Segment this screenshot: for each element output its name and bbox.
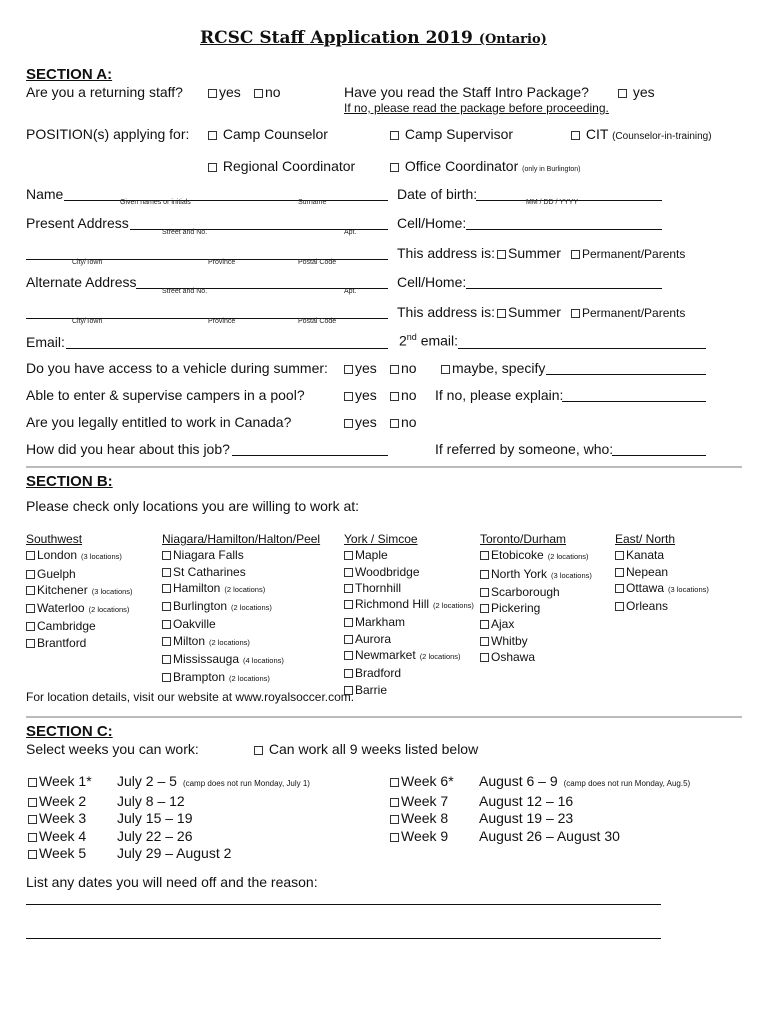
alt-postal-caption: Postal Code [298,318,337,325]
pool-yes[interactable] [344,387,377,403]
location-name: Markham [355,615,406,630]
checkbox-icon [480,620,489,629]
week-option-week-9[interactable] [390,828,690,846]
alt-city-caption: City/Town [72,318,103,325]
week-label: Week 2 [39,792,87,809]
location-instructions: Please check only locations you are willing to work at: [26,498,360,514]
location-note: (2 locations) [419,652,461,662]
location-option-cambridge[interactable] [26,618,133,634]
checkbox-icon [254,746,263,755]
location-name: Scarborough [491,584,560,599]
checkbox-icon [615,551,624,560]
legal-yes-label: yes [355,414,377,430]
location-name: Woodbridge [355,564,420,579]
location-option-etobicoke[interactable] [480,547,592,565]
position-cit[interactable] [571,126,712,142]
checkbox-icon [344,365,353,374]
location-name: Nepean [626,564,669,579]
checkbox-icon [208,89,217,98]
week-option-week-3[interactable] [28,810,310,828]
location-option-burlington[interactable] [162,598,320,616]
checkbox-icon [344,635,353,644]
vehicle-question: Do you have access to a vehicle during summer: [26,360,328,376]
position-camp-supervisor[interactable] [390,126,513,142]
returning-question: Are you a returning staff? [26,84,183,100]
week-option-week-7[interactable] [390,793,690,811]
legal-yes[interactable] [344,414,377,430]
summer-label: Summer [508,245,561,261]
intro-question: Have you read the Staff Intro Package? [344,84,589,100]
alternate-permanent[interactable] [571,304,685,320]
checkbox-icon [26,551,35,560]
weeks-left-list [28,773,310,863]
pool-no-label: no [401,387,417,403]
email2-suffix: email: [416,332,459,349]
present-summer[interactable] [497,245,561,261]
location-name: Brantford [37,635,87,650]
location-name: Niagara Falls [173,548,244,563]
checkbox-icon [28,815,37,824]
checkbox-icon [571,309,580,318]
checkbox-icon [390,815,399,824]
location-name: Kitchener [37,582,88,597]
pool-explain-line[interactable] [562,401,706,402]
section-b-heading: SECTION B: [26,473,113,490]
location-name: London [37,548,78,563]
location-option-maple[interactable] [344,547,474,563]
checkbox-icon [162,620,171,629]
alternate-cell-line[interactable] [466,288,662,289]
returning-yes-label: yes [219,84,241,100]
checkbox-icon [480,570,489,579]
name-label: Name [26,186,64,202]
location-note: (2 locations) [547,552,589,562]
alternate-summer[interactable] [497,304,561,320]
location-name: Pickering [491,601,541,616]
all-weeks-label: Can work all 9 weeks listed below [268,741,479,757]
checkbox-icon [344,651,353,660]
city-caption: City/Town [72,259,103,266]
surname-caption: Surname [298,199,327,206]
location-option-niagara-falls[interactable] [162,547,320,563]
week-label: Week 8 [401,810,449,827]
present-cell-line[interactable] [466,229,662,230]
present-cell-label: Cell/Home: [397,215,467,231]
dob-format-caption: MM / DD / YYYY [526,199,578,206]
checkbox-icon [344,618,353,627]
checkbox-icon [390,365,399,374]
office-note: (only in Burlington) [522,166,581,173]
week-note: (camp does not run Monday, July 1) [182,779,310,788]
checkbox-icon [615,602,624,611]
camp-supervisor-label: Camp Supervisor [404,126,514,142]
location-footer: For location details, visit our website at www.royalsoccer.com. [26,690,355,704]
location-note: (2 locations) [229,674,270,684]
location-option-london[interactable] [26,547,133,565]
checkbox-icon [162,551,171,560]
location-name: Oakville [173,617,216,632]
present-permanent[interactable] [571,245,685,261]
week-dates: August 26 – August 30 [479,827,620,844]
email2-line[interactable] [458,348,706,349]
returning-no[interactable] [254,84,281,100]
checkbox-icon [390,392,399,401]
checkbox-icon [390,163,399,172]
week-dates: August 12 – 16 [479,792,574,809]
checkbox-icon [497,309,506,318]
location-note: (2 locations) [209,637,250,647]
location-option-aurora[interactable] [344,631,474,647]
checkbox-icon [344,419,353,428]
checkbox-icon [28,778,37,787]
week-dates: August 19 – 23 [479,810,574,827]
checkbox-icon [615,584,624,593]
given-names-caption: Given names or initials [120,199,191,206]
hear-question: How did you hear about this job? [26,441,230,457]
checkbox-icon [162,602,171,611]
location-name: Thornhill [355,580,402,595]
returning-yes[interactable] [208,84,241,100]
present-address-is: This address is: [397,245,496,261]
legal-no-label: no [401,414,417,430]
email2-prefix: 2 [399,332,407,349]
location-column-toronto [480,531,592,665]
location-option-scarborough[interactable] [480,584,592,600]
location-option-bradford[interactable] [344,665,474,681]
location-name: Hamilton [173,580,221,595]
checkbox-icon [497,250,506,259]
location-option-pickering[interactable] [480,600,592,616]
location-name: Mississauga [173,652,240,667]
checkbox-icon [162,568,171,577]
checkbox-icon [162,637,171,646]
section-c-heading: SECTION C: [26,723,113,740]
email2-sup: nd [406,332,417,342]
location-header: Southwest [26,532,83,546]
vehicle-no-label: no [401,360,417,376]
checkbox-icon [162,584,171,593]
intro-yes[interactable] [618,84,655,100]
week-note: (camp does not run Monday, Aug.5) [563,779,691,788]
location-note: (3 locations) [81,552,122,562]
postal-caption: Postal Code [298,259,337,266]
checkbox-icon [615,568,624,577]
location-note: (3 locations) [668,584,709,594]
location-name: Burlington [173,599,228,614]
location-option-oakville[interactable] [162,616,320,632]
location-note: (2 locations) [433,601,474,611]
alternate-address-is: This address is: [397,304,496,320]
location-name: Whitby [491,633,528,648]
checkbox-icon [162,655,171,664]
location-name: Kanata [626,548,665,563]
location-name: Maple [355,548,388,563]
location-note: (2 locations) [231,603,272,613]
checkbox-icon [390,833,399,842]
location-option-newmarket[interactable] [344,647,474,665]
all-weeks-option[interactable] [254,741,478,757]
position-office-coordinator[interactable] [390,158,581,174]
location-name: Guelph [37,566,76,581]
checkbox-icon [208,163,217,172]
alternate-address-label: Alternate Address [26,274,137,290]
location-option-waterloo[interactable] [26,600,133,618]
location-name: Richmond Hill [355,597,430,612]
checkbox-icon [26,639,35,648]
vehicle-yes[interactable] [344,360,377,376]
week-option-week-4[interactable] [28,828,310,846]
checkbox-icon [28,798,37,807]
cit-note: (Counselor-in-training) [612,131,712,142]
checkbox-icon [480,551,489,560]
location-option-whitby[interactable] [480,633,592,649]
week-dates: July 8 – 12 [117,792,185,809]
vehicle-maybe-label: maybe, specify [452,360,546,376]
pool-yes-label: yes [355,387,377,403]
checkbox-icon [344,584,353,593]
title-region: (Ontario) [478,32,547,47]
checkbox-icon [208,131,217,140]
section-a-heading: SECTION A: [26,66,113,83]
week-label: Week 7 [401,792,449,809]
location-name: Barrie [355,682,388,697]
checkbox-icon [28,833,37,842]
location-option-thornhill[interactable] [344,580,474,596]
week-label: Week 5 [39,845,87,862]
pool-no[interactable] [390,387,417,403]
referred-label: If referred by someone, who: [435,441,614,457]
alternate-cell-label: Cell/Home: [397,274,467,290]
page-title [200,28,547,48]
intro-yes-label: yes [632,84,655,100]
position-camp-counselor[interactable] [208,126,328,142]
position-regional-coordinator[interactable] [208,158,355,174]
location-option-oshawa[interactable] [480,649,592,665]
checkbox-icon [344,568,353,577]
vehicle-specify-line[interactable] [546,374,706,375]
location-option-ajax[interactable] [480,616,592,632]
alt-apt-caption: Apt. [344,288,357,295]
checkbox-icon [571,250,580,259]
select-weeks-label: Select weeks you can work: [26,741,199,757]
checkbox-icon [390,778,399,787]
email2-label [399,332,458,349]
returning-no-label: no [265,84,281,100]
location-note: (3 locations) [551,570,592,580]
week-dates: July 15 – 19 [117,810,193,827]
location-name: Milton [173,633,206,648]
permanent-label: Permanent/Parents [582,247,686,261]
pool-explain-label: If no, please explain: [435,387,564,403]
divider-bc [26,716,742,718]
week-label: Week 4 [39,827,87,844]
vehicle-no[interactable] [390,360,417,376]
email-label: Email: [26,334,65,350]
location-header: East/ North [615,532,676,546]
location-header: York / Simcoe [344,532,418,546]
checkbox-icon [254,89,263,98]
week-dates: July 2 – 5 [117,773,177,789]
location-column-east [615,531,709,614]
alt-street-caption: Street and No. [162,288,208,295]
location-name: Brampton [173,670,226,685]
week-dates: July 29 – August 2 [117,845,232,862]
location-header: Niagara/Hamilton/Halton/Peel [162,532,321,546]
location-option-north-york[interactable] [480,566,592,584]
hear-line[interactable] [232,455,388,456]
divider-ab [26,466,742,468]
location-option-markham[interactable] [344,614,474,630]
checkbox-icon [344,669,353,678]
location-option-mississauga[interactable] [162,651,320,669]
location-option-milton[interactable] [162,633,320,651]
location-option-woodbridge[interactable] [344,564,474,580]
location-option-richmond-hill[interactable] [344,596,474,614]
location-option-barrie[interactable] [344,682,474,698]
location-name: Oshawa [491,650,536,665]
dates-off-label: List any dates you will need off and the reason: [26,874,318,890]
location-name: Ajax [491,617,515,632]
location-name: Ottawa [626,580,665,595]
checkbox-icon [390,798,399,807]
location-name: Waterloo [37,601,85,616]
week-option-week-2[interactable] [28,793,310,811]
location-note: (2 locations) [224,584,266,594]
location-name: Bradford [355,666,402,681]
legal-no[interactable] [390,414,417,430]
vehicle-yes-label: yes [355,360,377,376]
location-column-southwest [26,531,133,651]
name-input-line[interactable] [64,200,388,201]
checkbox-icon [28,850,37,859]
cit-label: CIT [585,126,609,142]
alt-summer-label: Summer [508,304,561,320]
location-option-ottawa[interactable] [615,580,709,598]
checkbox-icon [390,131,399,140]
office-coordinator-label: Office Coordinator [404,158,519,174]
week-option-week-1[interactable] [28,773,310,793]
location-column-niagara [162,531,320,688]
checkbox-icon [480,604,489,613]
checkbox-icon [344,551,353,560]
week-label: Week 9 [401,827,449,844]
apt-caption: Apt. [344,229,357,236]
title-text: RCSC Staff Application 2019 [200,28,473,48]
checkbox-icon [571,131,580,140]
checkbox-icon [390,419,399,428]
pool-question: Able to enter & supervise campers in a pool? [26,387,305,403]
checkbox-icon [26,570,35,579]
dates-off-line-2[interactable] [26,938,661,939]
email-line[interactable] [66,348,388,349]
checkbox-icon [480,588,489,597]
legal-question: Are you legally entitled to work in Canada? [26,414,292,430]
location-option-hamilton[interactable] [162,580,320,598]
alt-permanent-label: Permanent/Parents [582,306,686,320]
checkbox-icon [480,637,489,646]
location-name: Newmarket [355,648,416,663]
camp-counselor-label: Camp Counselor [222,126,328,142]
week-label: Week 1* [39,773,92,789]
week-option-week-5[interactable] [28,845,310,863]
location-note: (2 locations) [88,605,130,615]
location-name: Orleans [626,599,669,614]
checkbox-icon [480,653,489,662]
alt-province-caption: Province [208,318,236,325]
week-label: Week 3 [39,810,87,827]
dob-label: Date of birth: [397,186,478,202]
checkbox-icon [441,365,450,374]
province-caption: Province [208,259,236,266]
week-dates: August 6 – 9 [479,773,558,789]
week-option-week-8[interactable] [390,810,690,828]
location-name: Cambridge [37,619,96,634]
checkbox-icon [26,604,35,613]
week-option-week-6[interactable] [390,773,690,793]
week-dates: July 22 – 26 [117,827,193,844]
location-option-guelph[interactable] [26,566,133,582]
checkbox-icon [344,600,353,609]
location-name: St Catharines [173,564,246,579]
location-name: North York [491,566,548,581]
location-option-kitchener[interactable] [26,582,133,600]
location-name: Aurora [355,631,392,646]
location-option-orleans[interactable] [615,598,709,614]
location-option-st-catharines[interactable] [162,564,320,580]
intro-note: If no, please read the package before proceeding. [344,101,609,115]
checkbox-icon [344,392,353,401]
location-option-nepean[interactable] [615,564,709,580]
checkbox-icon [26,586,35,595]
vehicle-maybe[interactable] [441,360,545,376]
location-note: (4 locations) [243,656,284,666]
checkbox-icon [162,673,171,682]
referred-line[interactable] [612,455,706,456]
regional-coordinator-label: Regional Coordinator [222,158,356,174]
location-note: (3 locations) [91,586,133,596]
location-column-york [344,531,474,698]
location-option-brantford[interactable] [26,635,133,651]
location-name: Etobicoke [491,548,544,563]
present-address-label: Present Address [26,215,129,231]
dates-off-line-1[interactable] [26,904,661,905]
checkbox-icon [618,89,627,98]
weeks-right-list [390,773,690,845]
position-label: POSITION(s) applying for: [26,126,190,142]
street-caption: Street and No. [162,229,208,236]
week-label: Week 6* [401,773,454,789]
checkbox-icon [26,622,35,631]
location-option-kanata[interactable] [615,547,709,563]
location-header: Toronto/Durham [480,532,567,546]
location-option-brampton[interactable] [162,669,320,687]
